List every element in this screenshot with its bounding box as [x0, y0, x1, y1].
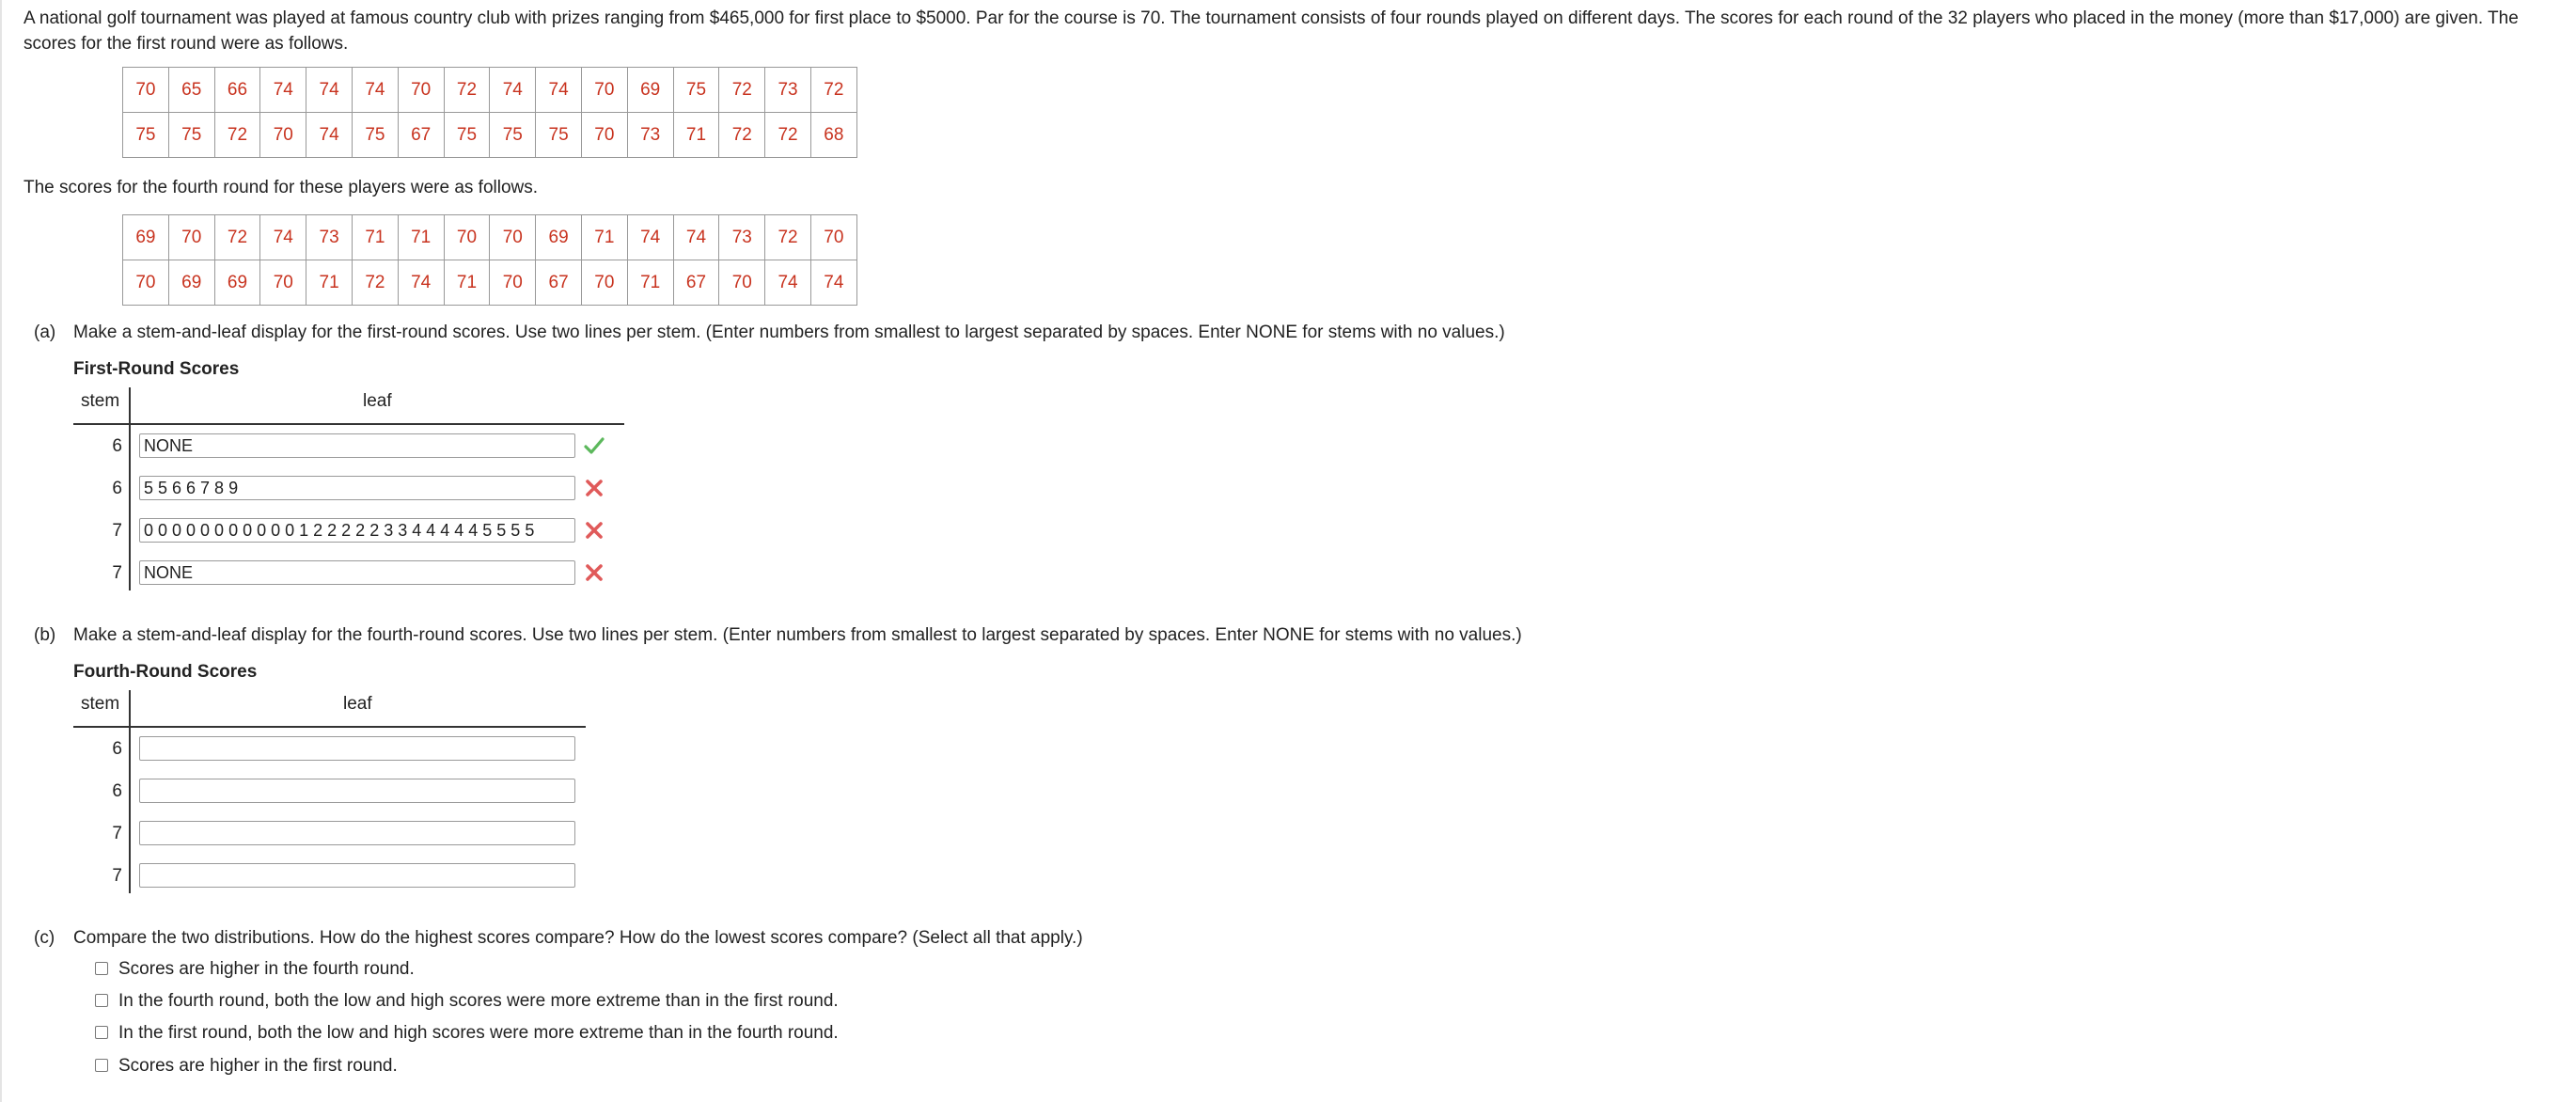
score-cell: 73 [719, 215, 765, 260]
score-cell: 75 [168, 113, 214, 158]
leaf-input[interactable] [139, 560, 575, 585]
score-row [123, 215, 857, 260]
score-cell: 75 [444, 113, 490, 158]
score-cell: 72 [444, 68, 490, 113]
score-cell: 70 [123, 68, 169, 113]
score-cell: 70 [123, 260, 169, 306]
score-cell: 73 [306, 215, 353, 260]
score-cell: 70 [260, 113, 306, 158]
score-cell: 71 [352, 215, 398, 260]
score-cell: 71 [306, 260, 353, 306]
score-cell: 75 [123, 113, 169, 158]
score-cell: 69 [536, 215, 582, 260]
score-cell: 66 [214, 68, 260, 113]
score-cell: 70 [719, 260, 765, 306]
stemleaf-row [73, 812, 731, 855]
part-c-prompt: Compare the two distributions. How do the highest scores compare? How do the lowest scores compare? (Select all that apply.) [73, 928, 1083, 948]
score-cell: 73 [627, 113, 673, 158]
checkbox[interactable] [95, 994, 108, 1007]
score-row [123, 68, 857, 113]
part-a-tag: (a) [34, 323, 56, 342]
stemleaf-row [73, 510, 731, 552]
problem-intro: A national golf tournament was played at famous country club with prizes ranging from $465,000 for first place to $5000. Par for the course is 70. The tournament consists of four rounds played on different days. The scores for each round of the 32 players who placed in the money (more than $17,000) are given. The scores for the first round were as follows. [24, 8, 2519, 54]
stem-value: 6 [112, 739, 122, 759]
leaf-input[interactable] [139, 476, 575, 500]
leaf-header: leaf [363, 391, 392, 411]
score-cell: 72 [765, 113, 811, 158]
score-cell: 71 [398, 215, 444, 260]
score-cell: 71 [581, 215, 627, 260]
score-cell: 67 [673, 260, 719, 306]
stemleaf-row [73, 770, 731, 812]
leaf-input[interactable] [139, 736, 575, 761]
score-cell: 72 [352, 260, 398, 306]
score-cell: 70 [260, 260, 306, 306]
option-label[interactable]: In the fourth round, both the low and high scores were more extreme than in the first round. [118, 991, 839, 1011]
part-b-tag: (b) [34, 625, 56, 645]
score-cell: 70 [490, 260, 536, 306]
score-cell: 70 [168, 215, 214, 260]
leaf-input[interactable] [139, 518, 575, 543]
score-cell: 74 [260, 68, 306, 113]
score-cell: 70 [810, 215, 856, 260]
score-cell: 75 [352, 113, 398, 158]
score-cell: 74 [673, 215, 719, 260]
stemleaf-row [73, 552, 731, 594]
score-cell: 72 [719, 68, 765, 113]
stemleaf-row [73, 425, 731, 467]
score-cell: 67 [398, 113, 444, 158]
score-cell: 72 [214, 113, 260, 158]
fourth-round-stemleaf-title: Fourth-Round Scores [73, 662, 258, 682]
stemleaf-row [73, 467, 731, 510]
score-cell: 74 [398, 260, 444, 306]
option-label[interactable]: In the first round, both the low and high scores were more extreme than in the fourth round. [118, 1023, 839, 1043]
score-cell: 65 [168, 68, 214, 113]
leaf-input[interactable] [139, 433, 575, 458]
score-cell: 71 [627, 260, 673, 306]
x-icon [583, 561, 605, 584]
leaf-input[interactable] [139, 821, 575, 845]
stem-value: 7 [112, 866, 122, 886]
part-c-tag: (c) [34, 928, 55, 948]
score-cell: 70 [490, 215, 536, 260]
score-cell: 69 [214, 260, 260, 306]
leaf-header: leaf [343, 694, 372, 714]
score-cell: 71 [444, 260, 490, 306]
left-border [0, 0, 2, 1102]
fourth-round-table [122, 214, 857, 306]
stem-value: 7 [112, 563, 122, 583]
score-cell: 70 [398, 68, 444, 113]
stem-value: 6 [112, 436, 122, 456]
option-label[interactable]: Scores are higher in the fourth round. [118, 959, 415, 979]
stem-header: stem [81, 391, 120, 411]
score-cell: 72 [765, 215, 811, 260]
score-cell: 75 [536, 113, 582, 158]
score-cell: 72 [810, 68, 856, 113]
stem-value: 6 [112, 781, 122, 801]
score-cell: 71 [673, 113, 719, 158]
x-icon [583, 477, 605, 499]
option-label[interactable]: Scores are higher in the first round. [118, 1056, 398, 1076]
score-cell: 70 [581, 113, 627, 158]
score-cell: 69 [123, 215, 169, 260]
checkbox[interactable] [95, 1059, 108, 1072]
stemleaf-row [73, 855, 731, 897]
first-round-stemleaf-title: First-Round Scores [73, 359, 240, 379]
score-cell: 74 [536, 68, 582, 113]
score-cell: 73 [765, 68, 811, 113]
stem-value: 7 [112, 521, 122, 541]
score-cell: 72 [214, 215, 260, 260]
score-cell: 74 [490, 68, 536, 113]
score-cell: 69 [168, 260, 214, 306]
part-b-prompt: Make a stem-and-leaf display for the fourth-round scores. Use two lines per stem. (Enter numbers from smallest to largest separated by spaces. Enter NONE for stems with no values.) [73, 625, 1522, 645]
score-cell: 74 [627, 215, 673, 260]
fourth-round-intro: The scores for the fourth round for these players were as follows. [24, 178, 539, 197]
score-row [123, 113, 857, 158]
stem-value: 6 [112, 479, 122, 498]
stem-header: stem [81, 694, 120, 714]
score-cell: 74 [306, 113, 353, 158]
part-b-question [34, 623, 1522, 648]
score-cell: 68 [810, 113, 856, 158]
score-cell: 74 [765, 260, 811, 306]
x-icon [583, 519, 605, 542]
score-cell: 70 [444, 215, 490, 260]
stem-value: 7 [112, 824, 122, 843]
score-cell: 75 [673, 68, 719, 113]
leaf-input[interactable] [139, 779, 575, 803]
score-cell: 74 [260, 215, 306, 260]
checkbox[interactable] [95, 962, 108, 975]
part-a-question [34, 321, 1505, 345]
score-cell: 74 [810, 260, 856, 306]
score-cell: 70 [581, 260, 627, 306]
part-a-prompt: Make a stem-and-leaf display for the first-round scores. Use two lines per stem. (Enter numbers from smallest to largest separated by spaces. Enter NONE for stems with no values.) [73, 323, 1505, 342]
score-row [123, 260, 857, 306]
checkbox[interactable] [95, 1026, 108, 1039]
score-cell: 69 [627, 68, 673, 113]
score-cell: 70 [581, 68, 627, 113]
part-c-question [34, 926, 1083, 951]
check-icon [583, 434, 605, 457]
leaf-input[interactable] [139, 863, 575, 888]
score-cell: 72 [719, 113, 765, 158]
stemleaf-row [73, 728, 731, 770]
score-cell: 74 [352, 68, 398, 113]
first-round-table [122, 67, 857, 158]
score-cell: 74 [306, 68, 353, 113]
score-cell: 67 [536, 260, 582, 306]
score-cell: 75 [490, 113, 536, 158]
